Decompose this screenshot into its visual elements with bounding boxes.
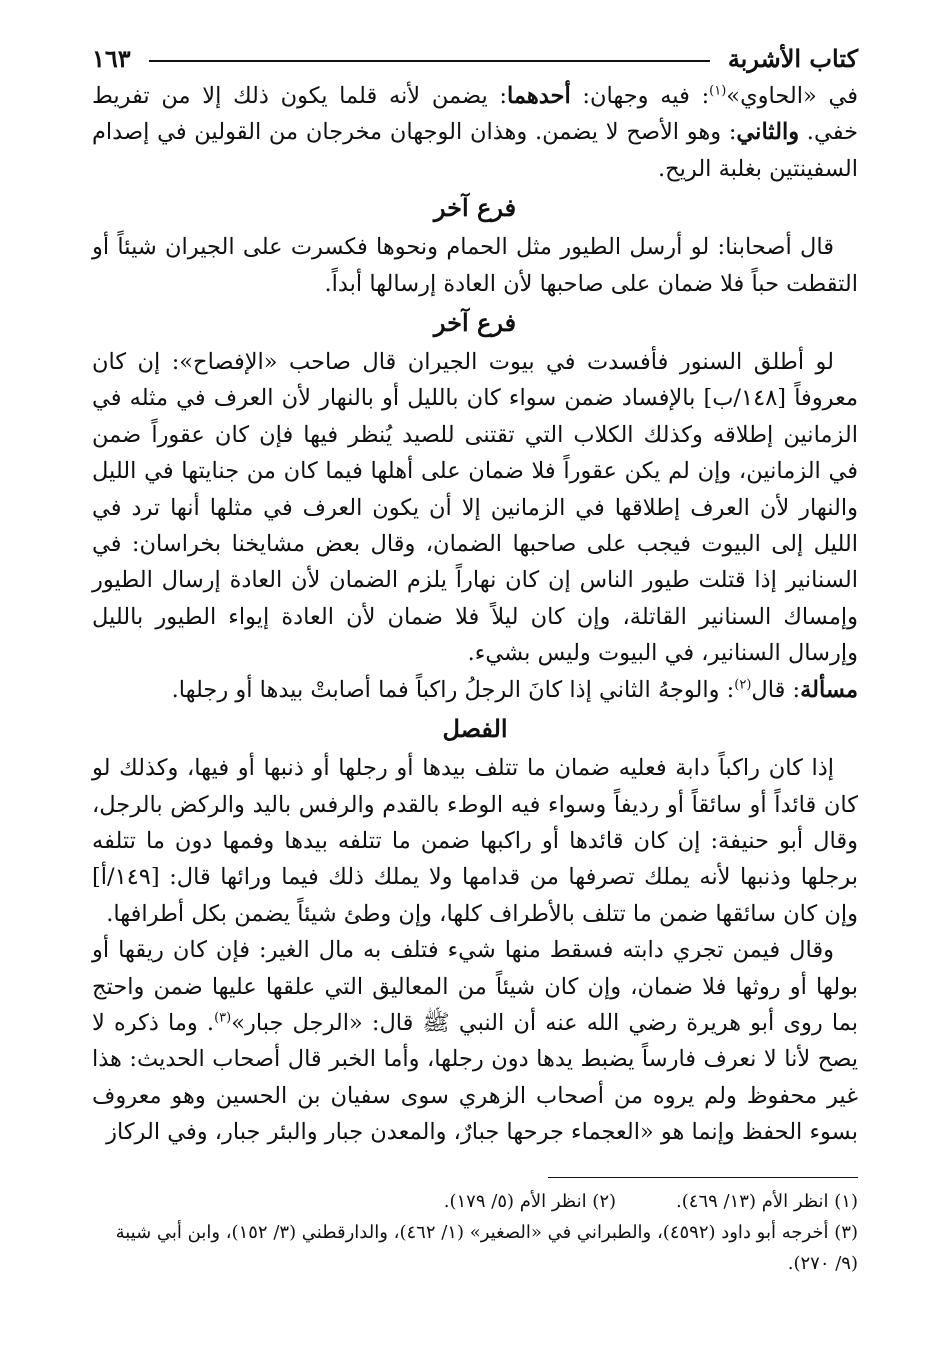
footnote-ref-3: (٣) <box>214 1010 232 1026</box>
footnote-ref-1: (١) <box>709 83 727 99</box>
p1-text-d: : وهو الأصح لا يضمن. وهذان الوجهان مخرجان من القولين في إصدام السفينتين بغلبة الريح. <box>92 119 858 182</box>
paragraph-3: لو أطلق السنور فأفسدت في بيوت الجيران قال صاحب «الإفصاح»: إن كان معروفاً [١٤٨/ب] بالإفساد ضمن سواء كان بالليل أو بالنهار لأن العرف في مثله في الزمانين إطلاقه وكذلك الكلاب التي تقتنى للصيد يُنظر فيها فإن كان عقوراً ضمن في الزمانين، وإن لم يكن عقوراً فلا ضمان على أهلها فيما كان من جنايتها في الليل والنهار لأن العرف إطلاقها في الزمانين إلا أن يكون العرف في مثلها أنها ترد في الليل إلى البيوت فيجب على صاحبها الضمان، وقال بعض مشايخنا بخراسان: في السنانير إذا قتلت طيور الناس إن كان نهاراً يلزم الضمان لأن العادة إرسال الطيور وإمساك السنانير القاتلة، وإن كان ليلاً فلا ضمان لأن العادة إيواء الطيور بالليل وإرسال السنانير، في البيوت وليس بشيء. <box>92 349 859 667</box>
main-text <box>92 78 858 1151</box>
p6-text-a: وقال فيمن تجري دابته فسقط منها شيء فتلف به مال الغير: فإن كان ريقها أو بولها أو روثها فلا ضمان، وإن كان شيئاً من المعاليق التي علقها عليها ضمن واحتج بما روى أبو هريرة رضي الله عنه أن النبي ﷺ قال: «الرجل جبار» <box>92 937 858 1036</box>
p1-text-c: : يضمن لأنه قلما يكون ذلك إلا من تفريط خفي. <box>92 83 858 146</box>
p1-bold-first: أحدهما <box>507 83 571 109</box>
paragraph-4 <box>92 672 858 708</box>
paragraph-2: قال أصحابنا: لو أرسل الطيور مثل الحمام ونحوها فكسرت على الجيران شيئاً أو التقطت حباً فلا ضمان على صاحبها لأن العادة إرسالها أبداً. <box>92 234 858 297</box>
footnote-divider <box>548 1177 858 1178</box>
p1-text-b: : فيه وجهان: <box>570 83 710 109</box>
section-heading-1: فرع آخر <box>433 193 517 223</box>
header-rule <box>149 60 710 62</box>
footnote-1: (١) انظر الأم (١٣/ ٤٦٩). <box>676 1190 858 1212</box>
masala-label: مسألة <box>800 676 858 703</box>
running-header <box>92 38 858 78</box>
section-heading-3: الفصل <box>442 714 508 744</box>
chapter-title: كتاب الأشربة <box>727 43 858 73</box>
p1-bold-second: والثاني <box>736 119 800 146</box>
p4-text-a: : قال <box>751 676 801 703</box>
paragraph-1 <box>92 78 858 187</box>
section-heading-2: فرع آخر <box>433 308 517 338</box>
footnote-2: (٢) انظر الأم (٥/ ١٧٩). <box>443 1190 617 1212</box>
p1-text-a: في «الحاوي» <box>726 83 859 109</box>
footnotes <box>92 1186 858 1279</box>
p6-text-b: . وما ذكره لا يصح لأنا لا نعرف فارساً يضبط يدها دون رجلها، وأما الخبر قال أصحاب الحديث: هذا غير محفوظ ولم يروه من أصحاب الزهري سوى سفيان بن الحسين وهو معروف بسوء الحفظ وإنما هو «العجماء جرحها جبارٌ، والمعدن جبار والبئر جبار، وفي الركاز <box>92 1009 858 1146</box>
footnote-row <box>92 1186 858 1217</box>
footnote-ref-2: (٢) <box>734 677 752 693</box>
footnote-3: (٣) أخرجه أبو داود (٤٥٩٢)، والطبراني في «الصغير» (١/ ٤٦٢)، والدارقطني (٣/ ١٥٢)، وابن أبي شيبة (٩/ ٢٧٠). <box>115 1221 858 1274</box>
page-number: ١٦٣ <box>92 43 131 73</box>
p4-text-b: : والوجهُ الثاني إذا كانَ الرجلُ راكباً فما أصابتْ بيدها أو رجلها. <box>171 676 735 703</box>
paragraph-5: إذا كان راكباً دابة فعليه ضمان ما تتلف بيدها أو رجلها أو ذنبها أو فيها، وكذلك لو كان قائداً أو سائقاً أو رديفاً وسواء فيه الوطء بالقدم والرفس باليد والركض بالرجل، وقال أبو حنيفة: إن كان قائدها أو راكبها ضمن ما تتلفه بيدها وفمها دون ما تتلفه برجلها وذنبها لأنه يملك تصرفها من قدامها ولا يملك ذلك فيما ورائها قال: [١٤٩/أ] وإن كان سائقها ضمن ما تتلف بالأطراف كلها، وإن وطئ شيئاً يضمن بكل أطرافها. <box>92 755 858 927</box>
paragraph-6 <box>92 932 858 1150</box>
